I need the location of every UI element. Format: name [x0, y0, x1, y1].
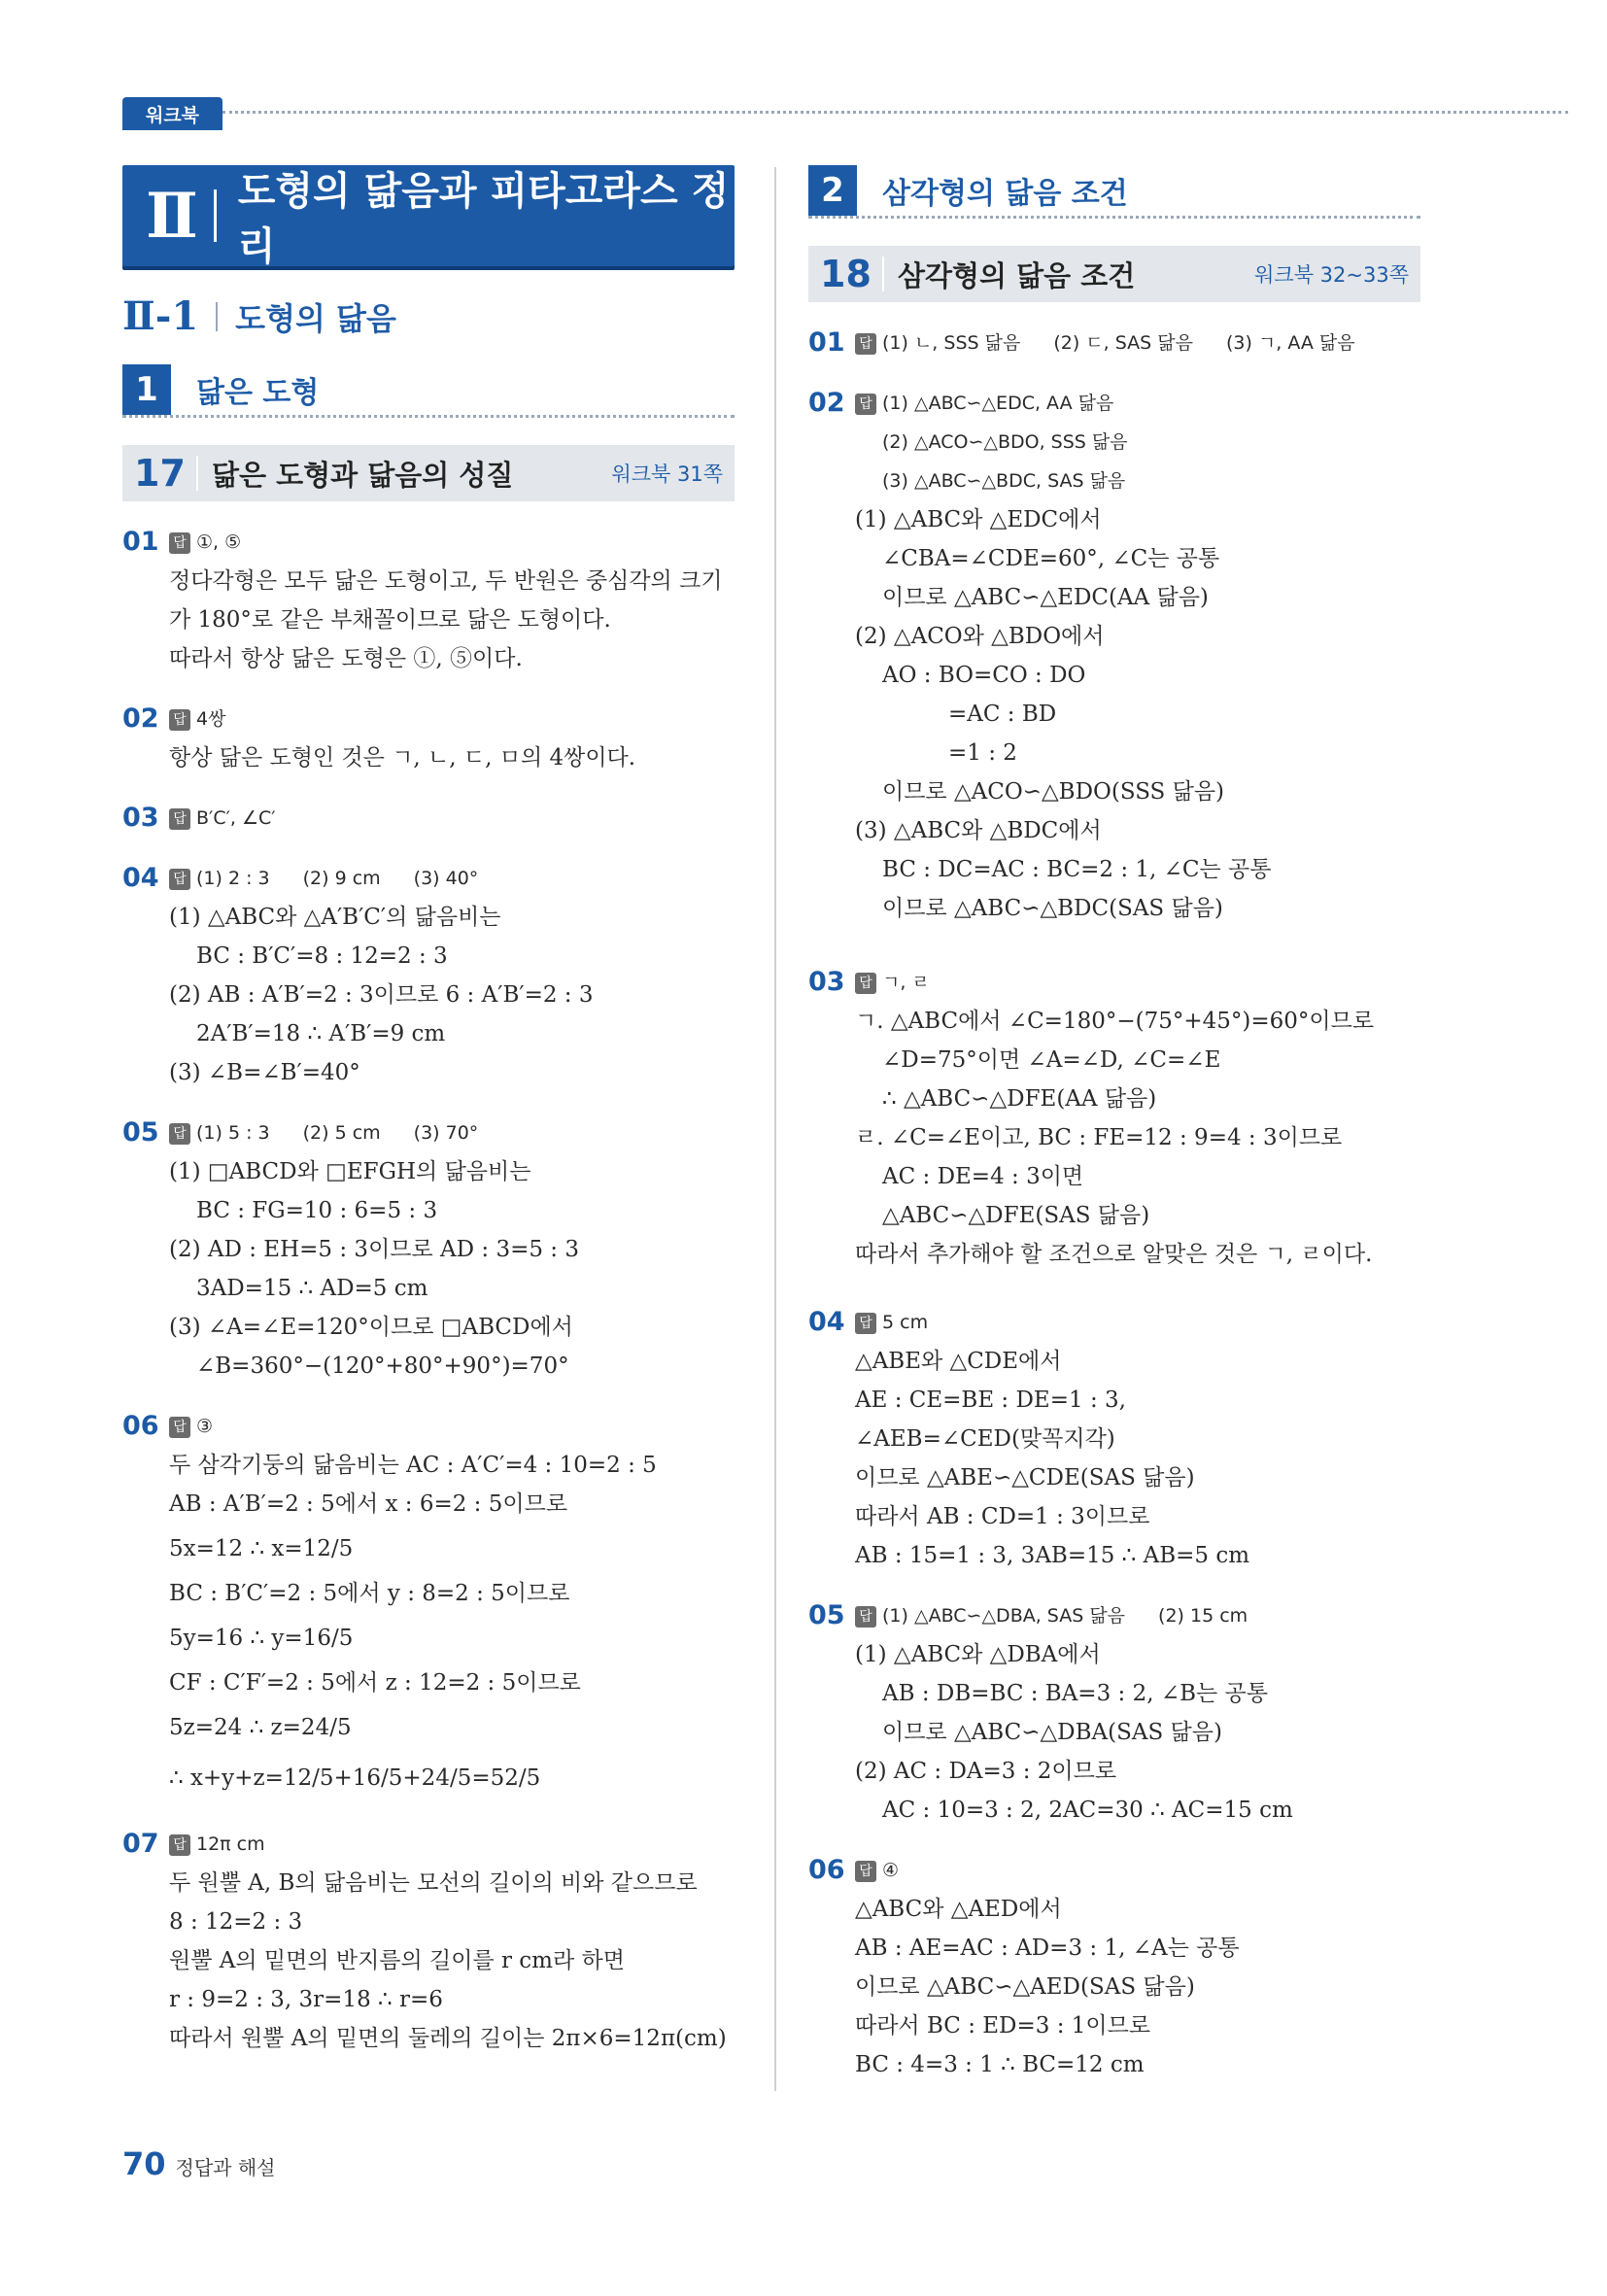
section-heading: [122, 364, 735, 418]
solution-line: 정다각형은 모두 닮은 도형이고, 두 반원은 중심각의 크기: [169, 568, 723, 594]
answer: (1) ㄴ, SSS 닮음: [882, 332, 1021, 354]
solution-line: AB : A′B′=2 : 5에서 x : 6=2 : 5이므로: [169, 1491, 568, 1517]
solution-line: (2) AC : DA=3 : 2이므로: [855, 1759, 1117, 1784]
solution-line: CF : C′F′=2 : 5에서 z : 12=2 : 5이므로: [169, 1670, 581, 1696]
answer: (1) △ABC∽△DBA, SAS 닮음: [882, 1605, 1126, 1627]
answer-line: [169, 700, 735, 738]
solution-line: =1 : 2: [948, 740, 1017, 766]
right-column: [808, 165, 1420, 2084]
answer: (1) 5 : 3: [196, 1122, 270, 1144]
solution-line: 이므로 △ABC∽△DBA(SAS 닮음): [882, 1720, 1222, 1745]
workbook-page-ref: 워크북 31쪽: [611, 463, 723, 486]
chapter-number: Ⅱ: [146, 179, 194, 253]
answer: (1) 2 : 3: [196, 868, 270, 889]
problem-02: [808, 384, 1420, 928]
solution-line: ∠D=75°이면 ∠A=∠D, ∠C=∠E: [882, 1047, 1221, 1073]
solution-line: 따라서 원뿔 A의 밑면의 둘레의 길이는 2π×6=12π(cm): [169, 2026, 727, 2051]
answer: 12π cm: [196, 1833, 265, 1855]
problem-01: [122, 523, 735, 678]
topic-title: 닮은 도형과 닮음의 성질: [212, 458, 514, 492]
solution-line: 원뿔 A의 밑면의 반지름의 길이를 r cm라 하면: [169, 1948, 625, 1973]
answer-mark-icon: 답: [169, 869, 190, 890]
problem-number: 05: [808, 1600, 845, 1630]
answer-mark-icon: 답: [169, 532, 190, 554]
problem-number: 06: [808, 1855, 845, 1885]
solution-line: (3) ∠B=∠B′=40°: [169, 1060, 360, 1085]
chapter-banner: [122, 165, 735, 269]
solution-line: 항상 닮은 도형인 것은 ㄱ, ㄴ, ㄷ, ㅁ의 4쌍이다.: [169, 745, 636, 771]
answer-mark-icon: 답: [855, 973, 876, 994]
solution-line: ∠CBA=∠CDE=60°, ∠C는 공통: [882, 546, 1220, 571]
solution-line: ㄱ. △ABC에서 ∠C=180°−(75°+45°)=60°이므로: [855, 1009, 1375, 1034]
answer: (2) 9 cm: [302, 868, 381, 889]
solution-line: AC : 10=3 : 2, 2AC=30 ∴ AC=15 cm: [882, 1798, 1293, 1823]
answer-line: [855, 1851, 1420, 1890]
problem-number: 02: [808, 388, 845, 418]
section-number: 2: [808, 165, 857, 216]
solution-line: r : 9=2 : 3, 3r=18 ∴ r=6: [169, 1987, 443, 2012]
problem-number: 03: [122, 803, 159, 833]
problem-number: 01: [122, 527, 159, 557]
solution-line: △ABC∽△DFE(SAS 닮음): [882, 1203, 1150, 1228]
answer: ④: [882, 1860, 900, 1881]
answer-line: [169, 523, 735, 562]
workbook-page-ref: 워크북 32~33쪽: [1254, 263, 1409, 287]
answer-line: [855, 963, 1420, 1002]
answer: (2) ㄷ, SAS 닮음: [1053, 332, 1193, 354]
chapter-title: 도형의 닮음과 피타고라스 정리: [237, 169, 730, 269]
answer: ③: [196, 1416, 214, 1437]
solution-line: AC : DE=4 : 3이면: [882, 1164, 1084, 1189]
solution-line: AE : CE=BE : DE=1 : 3,: [855, 1388, 1126, 1413]
solution-line: 이므로 △ACO∽△BDO(SSS 닮음): [882, 779, 1225, 805]
section-title: 닮은 도형: [196, 376, 320, 410]
answer: B′C′, ∠C′: [196, 807, 276, 829]
topic-heading: [808, 246, 1420, 302]
answer: (3) 40°: [413, 868, 479, 889]
subchapter-number: Ⅱ-1: [122, 293, 199, 339]
answer: (1) △ABC∽△EDC, AA 닮음: [882, 393, 1114, 414]
solution-line: (1) □ABCD와 □EFGH의 닮음비는: [169, 1159, 531, 1184]
answer: (3) 70°: [413, 1122, 479, 1144]
answer: 4쌍: [196, 708, 226, 730]
answer: 5 cm: [882, 1312, 929, 1333]
problem-05: [808, 1596, 1420, 1830]
problem-01: [808, 324, 1420, 362]
subchapter-separator: [216, 302, 218, 331]
solution-line: ㄹ. ∠C=∠E이고, BC : FE=12 : 9=4 : 3이므로: [855, 1125, 1343, 1150]
solution-line: 가 180°로 같은 부채꼴이므로 닮은 도형이다.: [169, 607, 611, 633]
answer-line: (3) △ABC∽△BDC, SAS 닮음: [882, 470, 1126, 492]
solution-line: 이므로 △ABE∽△CDE(SAS 닮음): [855, 1465, 1195, 1491]
solution-line: 3AD=15 ∴ AD=5 cm: [196, 1276, 428, 1301]
answer-mark-icon: 답: [855, 333, 876, 355]
solution-line: (1) △ABC와 △EDC에서: [855, 507, 1102, 532]
topic-separator: [196, 456, 198, 491]
chapter-separator: [214, 189, 217, 242]
problem-number: 02: [122, 703, 159, 734]
solution-line: 두 삼각기둥의 닮음비는 AC : A′C′=4 : 10=2 : 5: [169, 1453, 657, 1478]
problem-02: [122, 700, 735, 777]
answer-line: (2) △ACO∽△BDO, SSS 닮음: [882, 431, 1128, 453]
header-dotted-line: [222, 111, 1568, 114]
section-number: 1: [122, 364, 171, 415]
answer-line: [855, 1596, 1420, 1635]
topic-heading: [122, 445, 735, 501]
answer: (2) 15 cm: [1158, 1605, 1248, 1627]
subchapter-heading: [122, 293, 735, 339]
answer-line: [169, 1407, 735, 1446]
solution-line: 5z=24 ∴ z=24/5: [169, 1715, 352, 1740]
problem-06: [808, 1851, 1420, 2084]
problem-04: [122, 859, 735, 1092]
solution-line: (1) △ABC와 △A′B′C′의 닮음비는: [169, 905, 501, 930]
solution-line: =AC : BD: [948, 702, 1057, 727]
solution-line: 이므로 △ABC∽△EDC(AA 닮음): [882, 585, 1209, 610]
answer-line: [169, 1825, 735, 1864]
solution-line: 따라서 BC : ED=3 : 1이므로: [855, 2013, 1151, 2039]
problem-07: [122, 1825, 735, 2058]
solution-line: (3) ∠A=∠E=120°이므로 □ABCD에서: [169, 1315, 573, 1340]
solution-line: AB : DB=BC : BA=3 : 2, ∠B는 공통: [882, 1681, 1268, 1706]
section-title: 삼각형의 닮음 조건: [882, 177, 1128, 211]
solution-line: 이므로 △ABC∽△AED(SAS 닮음): [855, 1974, 1195, 2000]
problem-05: [122, 1114, 735, 1386]
subchapter-title: 도형의 닮음: [235, 299, 396, 337]
problem-number: 01: [808, 327, 845, 358]
solution-line: ∴ x+y+z=12/5+16/5+24/5=52/5: [169, 1765, 541, 1791]
topic-number: 18: [820, 253, 872, 295]
solution-line: ∴ △ABC∽△DFE(AA 닮음): [882, 1086, 1157, 1112]
solution-line: AO : BO=CO : DO: [882, 663, 1086, 688]
solution-line: 두 원뿔 A, B의 닮음비는 모선의 길이의 비와 같으므로: [169, 1870, 698, 1896]
problem-04: [808, 1303, 1420, 1575]
solution-line: BC : B′C′=2 : 5에서 y : 8=2 : 5이므로: [169, 1581, 570, 1606]
topic-number: 17: [134, 452, 186, 495]
solution-line: (1) △ABC와 △DBA에서: [855, 1642, 1101, 1667]
answer-mark-icon: 답: [169, 1834, 190, 1856]
solution-line: (2) AB : A′B′=2 : 3이므로 6 : A′B′=2 : 3: [169, 982, 594, 1008]
solution-line: (3) △ABC와 △BDC에서: [855, 818, 1102, 843]
solution-line: 5y=16 ∴ y=16/5: [169, 1626, 354, 1651]
answer-line: [855, 324, 1420, 362]
solution-line: BC : FG=10 : 6=5 : 3: [196, 1198, 438, 1223]
answer-line: [855, 1303, 1420, 1342]
solution-line: △ABE와 △CDE에서: [855, 1349, 1062, 1374]
solution-line: AB : 15=1 : 3, 3AB=15 ∴ AB=5 cm: [855, 1543, 1250, 1568]
answer-line: [169, 1114, 735, 1152]
section-heading: [808, 165, 1420, 219]
answer: ㄱ, ㄹ: [882, 972, 930, 993]
footer-label: 정답과 해설: [175, 2156, 276, 2179]
solution-line: (2) AD : EH=5 : 3이므로 AD : 3=5 : 3: [169, 1237, 579, 1262]
problem-06: [122, 1407, 735, 1803]
solution-line: 따라서 항상 닮은 도형은 ①, ⑤이다.: [169, 646, 523, 671]
answer-mark-icon: 답: [169, 1417, 190, 1438]
answer-mark-icon: 답: [169, 709, 190, 731]
problem-number: 07: [122, 1829, 159, 1859]
topic-title: 삼각형의 닮음 조건: [898, 258, 1136, 292]
solution-line: 이므로 △ABC∽△BDC(SAS 닮음): [882, 896, 1223, 921]
solution-line: BC : B′C′=8 : 12=2 : 3: [196, 943, 448, 969]
topic-separator: [882, 257, 884, 291]
answer-line: [169, 799, 735, 838]
column-divider: [774, 167, 776, 2091]
left-column: [122, 165, 735, 2058]
problem-number: 06: [122, 1411, 159, 1441]
page-footer: [122, 2145, 276, 2182]
solution-line: ∠AEB=∠CED(맞꼭지각): [855, 1426, 1115, 1452]
answer-mark-icon: 답: [855, 394, 876, 415]
problem-number: 05: [122, 1117, 159, 1148]
answer: (3) ㄱ, AA 닮음: [1225, 332, 1355, 354]
answer-line: [855, 384, 1420, 423]
solution-line: 5x=12 ∴ x=12/5: [169, 1536, 354, 1561]
solution-line: AB : AE=AC : AD=3 : 1, ∠A는 공통: [855, 1936, 1240, 1961]
answer-mark-icon: 답: [855, 1313, 876, 1334]
solution-line: △ABC와 △AED에서: [855, 1897, 1062, 1922]
answer: ①, ⑤: [196, 531, 242, 553]
answer-mark-icon: 답: [855, 1861, 876, 1882]
solution-line: BC : DC=AC : BC=2 : 1, ∠C는 공통: [882, 857, 1272, 882]
answer: (2) 5 cm: [302, 1122, 381, 1144]
answer-line: [169, 859, 735, 898]
solution-line: 2A′B′=18 ∴ A′B′=9 cm: [196, 1021, 446, 1046]
solution-line: ∠B=360°−(120°+80°+90°)=70°: [196, 1354, 569, 1379]
problem-03: [122, 799, 735, 838]
solution-line: (2) △ACO와 △BDO에서: [855, 624, 1105, 649]
problem-number: 04: [808, 1307, 845, 1337]
page-number: 70: [122, 2145, 166, 2182]
problem-number: 04: [122, 863, 159, 893]
solution-line: 8 : 12=2 : 3: [169, 1909, 303, 1935]
solution-line: 따라서 AB : CD=1 : 3이므로: [855, 1504, 1150, 1529]
problem-03: [808, 963, 1420, 1274]
solution-line: BC : 4=3 : 1 ∴ BC=12 cm: [855, 2052, 1145, 2077]
answer-mark-icon: 답: [169, 1123, 190, 1145]
answer-mark-icon: 답: [169, 808, 190, 830]
workbook-tab: 워크북: [122, 97, 222, 130]
answer-mark-icon: 답: [855, 1606, 876, 1628]
problem-number: 03: [808, 967, 845, 997]
solution-line: 따라서 추가해야 할 조건으로 알맞은 것은 ㄱ, ㄹ이다.: [855, 1242, 1373, 1267]
